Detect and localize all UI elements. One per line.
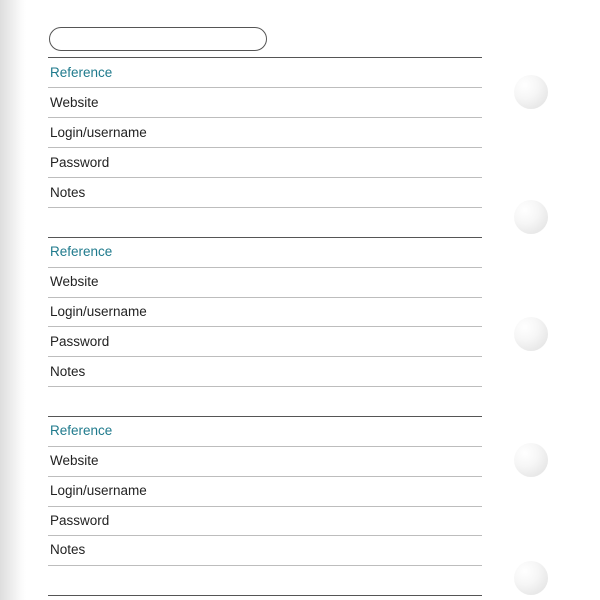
section-2-divider xyxy=(48,297,482,298)
section-1-login-label: Login/username xyxy=(50,125,147,140)
section-3-divider xyxy=(48,565,482,566)
section-3-password-label: Password xyxy=(50,513,110,528)
section-2-password-label: Password xyxy=(50,334,110,349)
section-1-password-label: Password xyxy=(50,155,110,170)
binder-hole xyxy=(514,200,548,234)
section-2-reference-label: Reference xyxy=(50,244,113,259)
section-3-login-label: Login/username xyxy=(50,483,147,498)
binder-hole xyxy=(514,561,548,595)
section-2-notes-label: Notes xyxy=(50,364,86,379)
binder-hole xyxy=(514,75,548,109)
section-2-divider xyxy=(48,267,482,268)
section-1-divider xyxy=(48,177,482,178)
binder-hole xyxy=(514,317,548,351)
section-2-divider xyxy=(48,326,482,327)
section-3-divider xyxy=(48,446,482,447)
title-input-box[interactable] xyxy=(49,27,267,51)
section-3-notes-label: Notes xyxy=(50,542,86,557)
section-1-top-rule xyxy=(48,57,482,58)
section-2-website-label: Website xyxy=(50,274,99,289)
page-edge-shadow xyxy=(0,0,26,600)
section-3-divider xyxy=(48,535,482,536)
section-1-notes-label: Notes xyxy=(50,185,86,200)
binder-hole xyxy=(514,443,548,477)
section-3-top-rule xyxy=(48,416,482,417)
section-3-divider xyxy=(48,506,482,507)
section-1-reference-label: Reference xyxy=(50,65,113,80)
section-4-top-rule xyxy=(48,595,482,596)
section-1-divider xyxy=(48,147,482,148)
section-1-divider xyxy=(48,87,482,88)
section-1-website-label: Website xyxy=(50,95,99,110)
section-2-divider xyxy=(48,386,482,387)
section-3-website-label: Website xyxy=(50,453,99,468)
section-1-divider xyxy=(48,117,482,118)
section-3-reference-label: Reference xyxy=(50,423,113,438)
section-1-divider xyxy=(48,207,482,208)
section-2-login-label: Login/username xyxy=(50,304,147,319)
section-3-divider xyxy=(48,476,482,477)
section-2-divider xyxy=(48,356,482,357)
section-2-top-rule xyxy=(48,237,482,238)
